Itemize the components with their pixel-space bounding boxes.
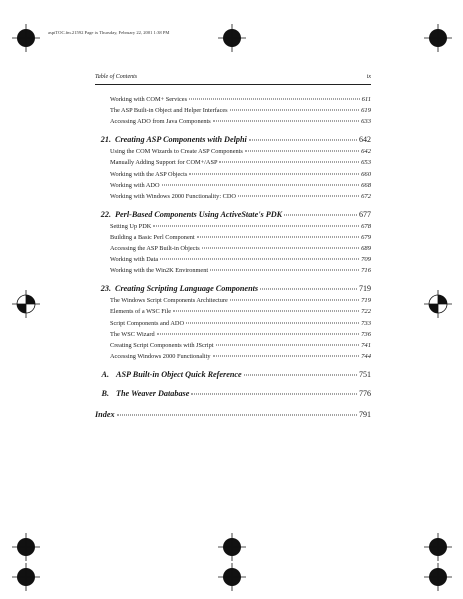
toc-chapter-entry — [95, 133, 371, 146]
entry-title: Manually Adding Support for COM+/ASP — [110, 159, 218, 167]
registration-mark-icon — [12, 563, 40, 591]
dot-leader — [162, 184, 360, 185]
chapter-number: 21. — [100, 135, 111, 145]
dot-leader — [284, 214, 357, 215]
header-title: Table of Contents — [95, 74, 138, 80]
toc-chapter-entry — [95, 368, 371, 381]
toc-chapter-entry — [95, 387, 371, 400]
dot-leader — [244, 374, 357, 375]
registration-mark-icon — [424, 563, 452, 591]
dot-leader — [230, 110, 359, 111]
entry-page-number: 744 — [361, 352, 371, 360]
dot-leader — [173, 311, 359, 312]
toc-section-entry — [95, 191, 371, 202]
toc-index-entry — [95, 408, 371, 421]
print-slug: aspiTOC.fm.21592 Page ix Thursday, February 22, 2001 1:38 PM — [48, 30, 170, 35]
entry-title: The ASP Built-in Object and Helper Interfaces — [110, 107, 228, 115]
dot-leader — [238, 195, 359, 196]
entry-title: Accessing the ASP Built-in Objects — [110, 245, 200, 253]
toc-section-entry — [95, 146, 371, 157]
entry-page-number: 672 — [361, 192, 371, 200]
entry-page-number: 633 — [361, 118, 371, 126]
registration-mark-icon — [424, 533, 452, 561]
entry-page-number: 776 — [359, 388, 371, 398]
dot-leader — [260, 289, 357, 290]
dot-leader — [189, 173, 359, 174]
toc-chapter-entry — [95, 282, 371, 295]
toc-section-entry — [95, 329, 371, 340]
header-page-number: ix — [366, 74, 371, 80]
toc-section-entry — [95, 317, 371, 328]
header-rule — [95, 84, 371, 85]
entry-page-number: 689 — [361, 245, 371, 253]
registration-mark-icon — [12, 290, 40, 318]
dot-leader — [186, 322, 359, 323]
dot-leader — [245, 151, 359, 152]
entry-page-number: 736 — [361, 330, 371, 338]
entry-page-number: 678 — [361, 222, 371, 230]
entry-title: Setting Up PDK — [110, 222, 152, 230]
toc-section-entry — [95, 105, 371, 116]
entry-page-number: 791 — [359, 409, 371, 419]
toc-section-entry — [95, 116, 371, 127]
entry-page-number: 668 — [361, 181, 371, 189]
entry-page-number: 722 — [361, 308, 371, 316]
entry-page-number: 733 — [361, 319, 371, 327]
entry-title: Elements of a WSC File — [110, 308, 172, 316]
dot-leader — [189, 99, 360, 100]
dot-leader — [210, 270, 359, 271]
dot-leader — [197, 236, 359, 237]
entry-title: The Weaver Database — [116, 388, 190, 398]
dot-leader — [213, 355, 360, 356]
entry-page-number: 653 — [361, 159, 371, 167]
dot-leader — [219, 162, 359, 163]
toc-section-entry — [95, 351, 371, 362]
toc-section-entry — [95, 232, 371, 243]
dot-leader — [117, 414, 357, 415]
toc-list — [95, 94, 371, 421]
dot-leader — [213, 121, 359, 122]
entry-page-number: 716 — [361, 267, 371, 275]
dot-leader — [249, 140, 357, 141]
entry-title: Perl-Based Components Using ActiveState's PDK — [115, 209, 283, 219]
entry-title: Script Components and ADO — [110, 319, 184, 327]
toc-section-entry — [95, 254, 371, 265]
registration-mark-icon — [12, 533, 40, 561]
entry-title: Creating Script Components with JScript — [110, 341, 214, 349]
chapter-number: 23. — [100, 284, 111, 294]
chapter-number: A. — [101, 369, 109, 379]
entry-title: Using the COM Wizards to Create ASP Components — [110, 148, 243, 156]
toc-section-entry — [95, 306, 371, 317]
toc-section-entry — [95, 243, 371, 254]
entry-page-number: 642 — [359, 135, 371, 145]
entry-title: Working with Windows 2000 Functionality: CDO — [110, 192, 236, 200]
dot-leader — [230, 300, 359, 301]
dot-leader — [153, 225, 359, 226]
entry-title: The Windows Script Components Architecture — [110, 297, 228, 305]
registration-mark-icon — [218, 563, 246, 591]
registration-mark-icon — [218, 533, 246, 561]
entry-title: Working with ADO — [110, 181, 160, 189]
entry-title: Working with the ASP Objects — [110, 170, 188, 178]
toc-section-entry — [95, 94, 371, 105]
registration-mark-icon — [424, 290, 452, 318]
entry-page-number: 642 — [361, 148, 371, 156]
entry-page-number: 619 — [361, 107, 371, 115]
entry-title: Building a Basic Perl Component — [110, 233, 195, 241]
toc-section-entry — [95, 168, 371, 179]
toc-section-entry — [95, 180, 371, 191]
dot-leader — [191, 393, 357, 394]
toc-section-entry — [95, 265, 371, 276]
dot-leader — [202, 248, 359, 249]
toc-section-entry — [95, 221, 371, 232]
entry-title: Index — [95, 409, 115, 419]
toc-chapter-entry — [95, 208, 371, 221]
entry-title: Creating Scripting Language Components — [115, 284, 259, 294]
entry-title: Working with COM+ Services — [110, 96, 188, 104]
chapter-number: 22. — [100, 209, 111, 219]
chapter-number: B. — [101, 388, 109, 398]
entry-page-number: 741 — [361, 341, 371, 349]
registration-mark-icon — [424, 24, 452, 52]
dot-leader — [157, 333, 359, 334]
toc-section-entry — [95, 340, 371, 351]
entry-page-number: 611 — [361, 96, 371, 104]
entry-page-number: 709 — [361, 256, 371, 264]
entry-title: The WSC Wizard — [110, 330, 155, 338]
entry-page-number: 679 — [361, 233, 371, 241]
entry-title: Accessing Windows 2000 Functionality — [110, 352, 211, 360]
entry-page-number: 719 — [361, 297, 371, 305]
dot-leader — [216, 344, 360, 345]
entry-title: Creating ASP Components with Delphi — [115, 135, 247, 145]
entry-page-number: 719 — [359, 284, 371, 294]
entry-page-number: 677 — [359, 209, 371, 219]
registration-mark-icon — [12, 24, 40, 52]
entry-page-number: 751 — [359, 369, 371, 379]
entry-title: Working with Data — [110, 256, 159, 264]
running-header — [95, 74, 371, 80]
entry-page-number: 660 — [361, 170, 371, 178]
entry-title: ASP Built-in Object Quick Reference — [116, 369, 242, 379]
registration-mark-icon — [218, 24, 246, 52]
entry-title: Accessing ADO from Java Components — [110, 118, 211, 126]
dot-leader — [160, 259, 359, 260]
toc-section-entry — [95, 157, 371, 168]
toc-section-entry — [95, 295, 371, 306]
entry-title: Working with the Win2K Environment — [110, 267, 209, 275]
